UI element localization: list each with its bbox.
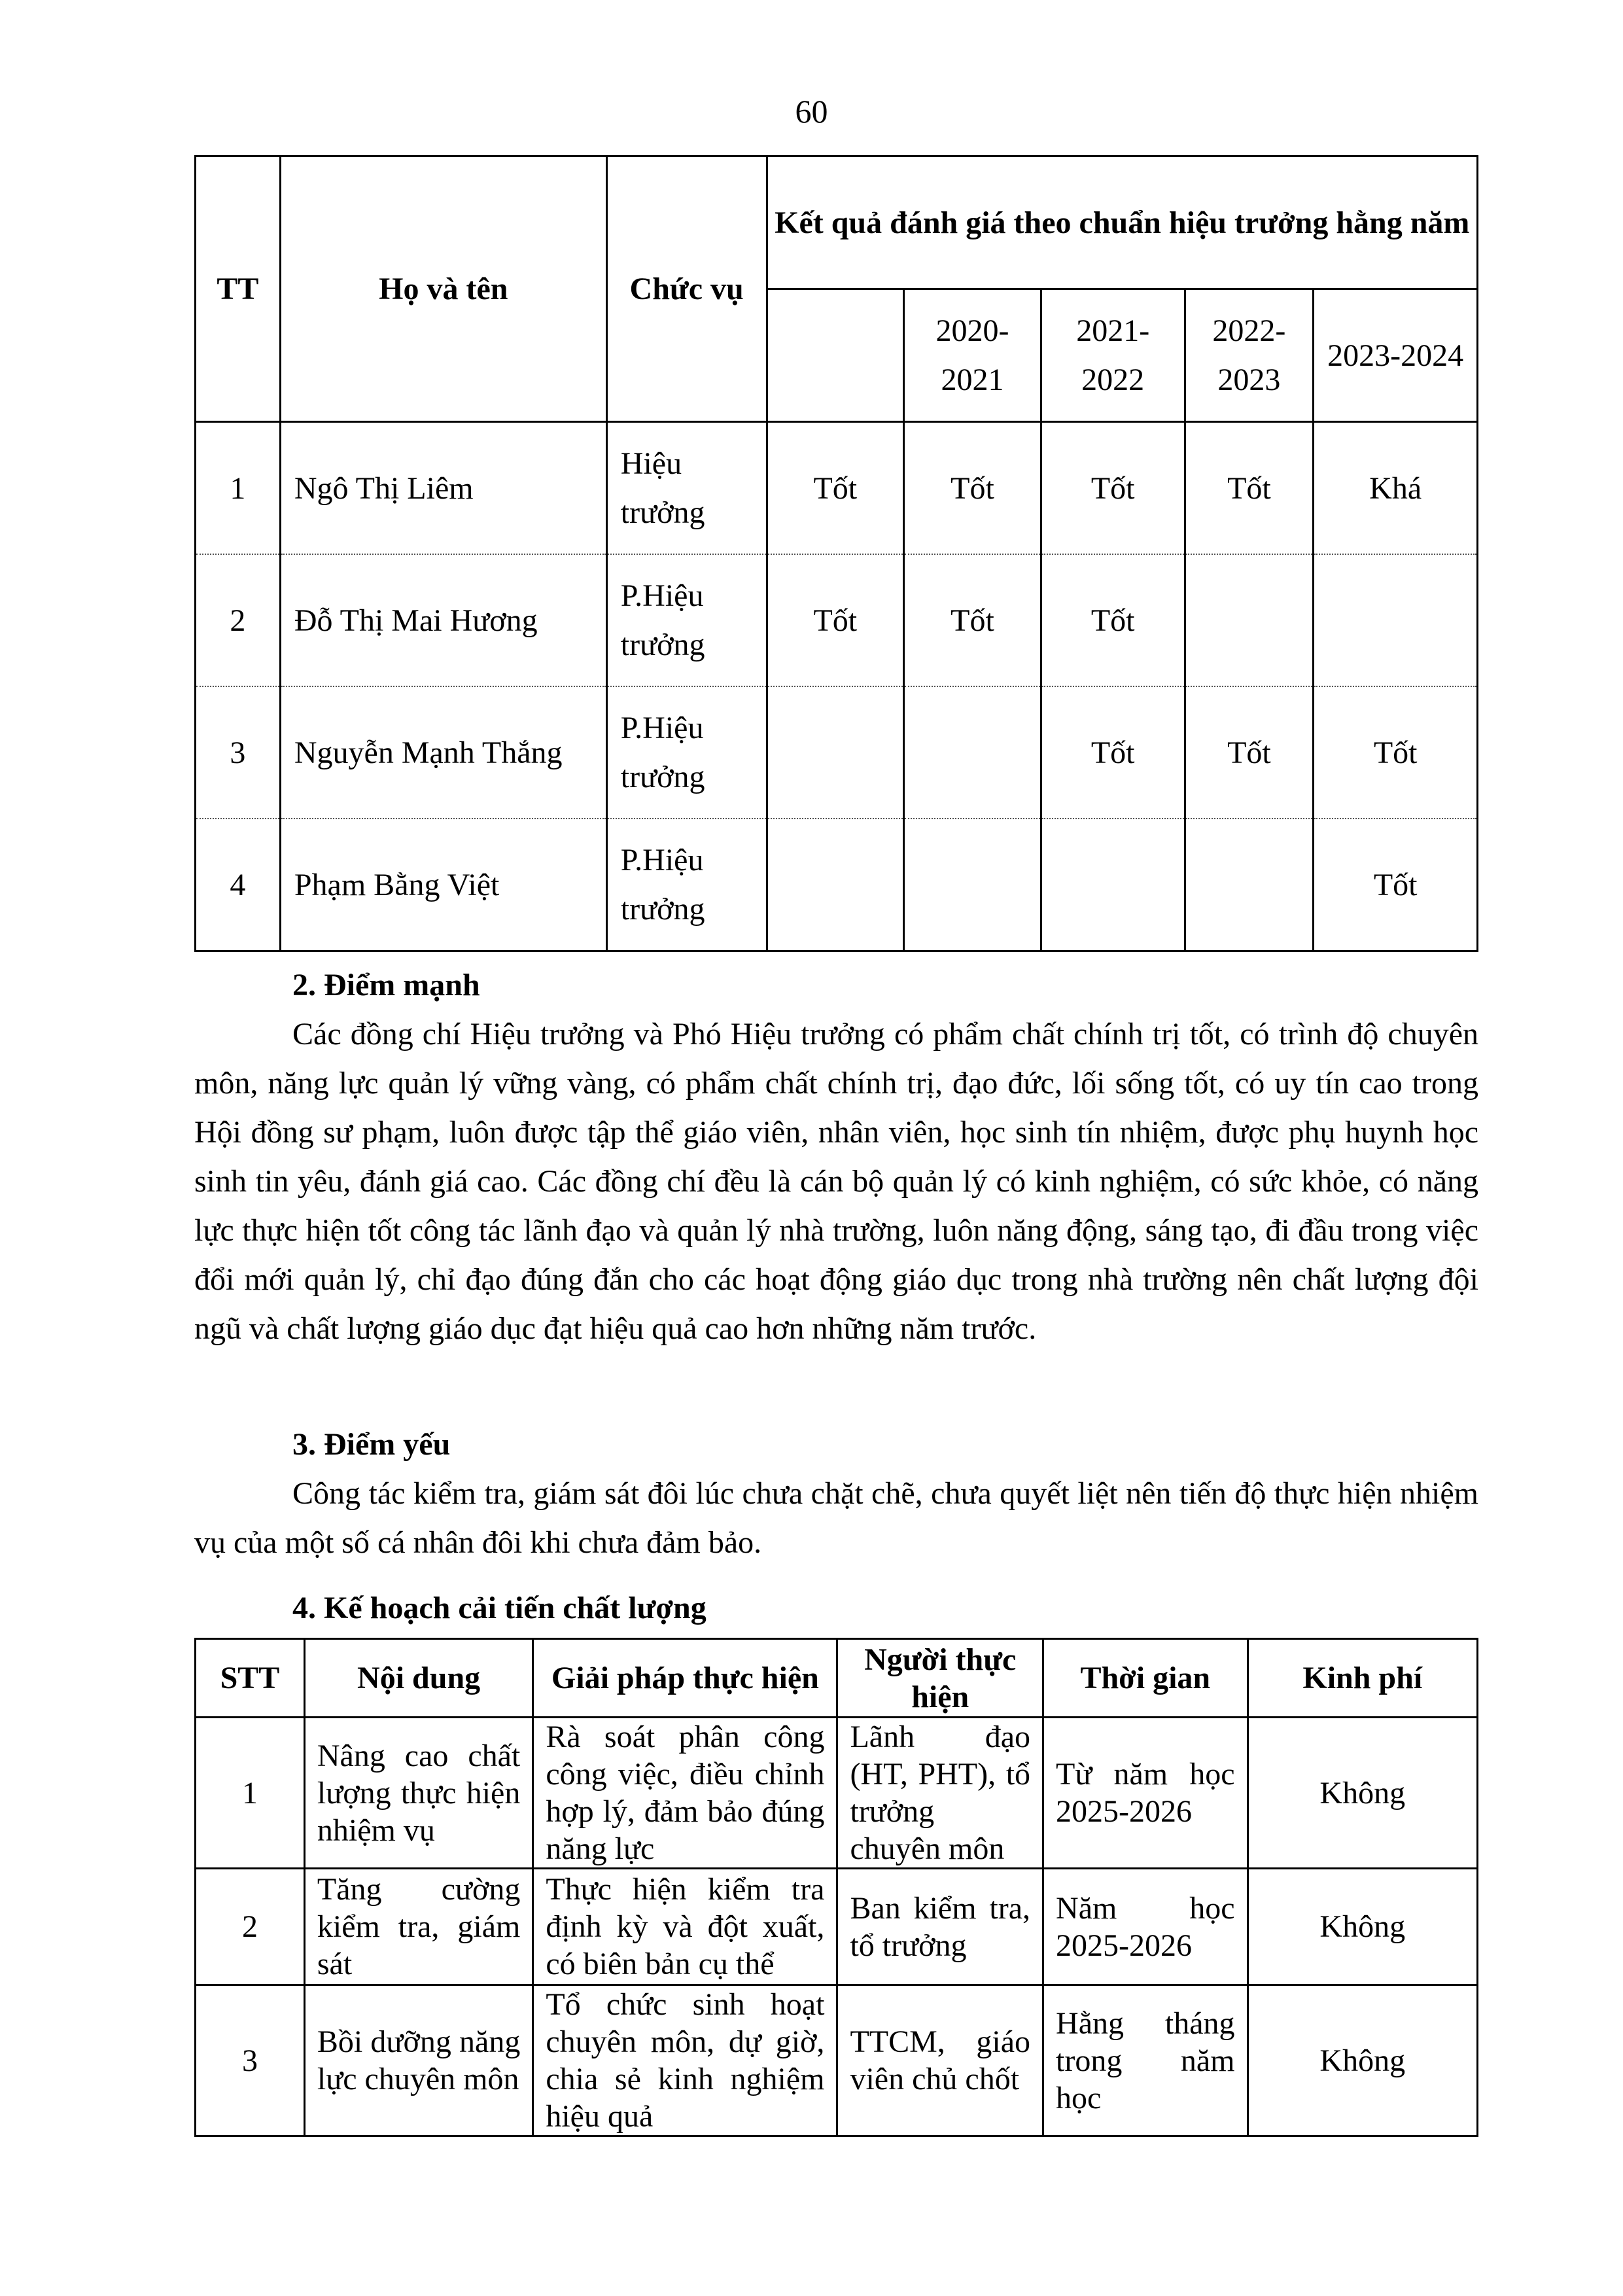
strengths-paragraph: Các đồng chí Hiệu trưởng và Phó Hiệu trưởng có phẩm chất chính trị tốt, có trình độ chuyên môn, năng lực quản lý vững vàng, có phẩm chất chính trị, đạo đức, lối sống tốt, có uy tín cao trong Hội đồng sư phạm, luôn được tập thể giáo viên, nhân viên, học sinh tín nhiệm, được phụ huynh học sinh tin yêu, đánh giá cao. Các đồng chí đều là cán bộ quản lý có kinh nghiệm, có sức khỏe, có năng lực thực hiện tốt công tác lãnh đạo và quản lý nhà trường, luôn năng động, sáng tạo, đi đầu trong việc đổi mới quản lý, chỉ đạo đúng đắn cho các hoạt động giáo dục trong nhà trường nên chất lượng đội ngũ và chất lượng giáo dục đạt hiệu quả cao hơn những năm trước. (194, 1017, 1478, 1346)
table-row (196, 1718, 1478, 1869)
header-year: 2020-2021 (904, 289, 1041, 422)
cell-role: P.Hiệu trưởng (606, 686, 767, 819)
cell-name: Đỗ Thị Mai Hương (280, 554, 606, 686)
cell-stt: 1 (196, 1718, 305, 1869)
cell-cost: Không (1248, 1869, 1477, 1985)
header-content: Nội dung (304, 1639, 532, 1718)
cell-solution: Tổ chức sinh hoạt chuyên môn, dự giờ, chia sẻ kinh nghiệm hiệu quả (533, 1985, 837, 2136)
cell-tt: 3 (196, 686, 281, 819)
cell-result: Tốt (1041, 554, 1185, 686)
cell-tt: 1 (196, 422, 281, 555)
cell-role: P.Hiệu trưởng (606, 554, 767, 686)
cell-result (904, 819, 1041, 951)
header-year: 2022-2023 (1185, 289, 1314, 422)
cell-result (767, 686, 904, 819)
cell-person: Ban kiểm tra, tổ trưởng (837, 1869, 1043, 1985)
cell-result (767, 819, 904, 951)
cell-stt: 2 (196, 1869, 305, 1985)
cell-content: Bồi dưỡng năng lực chuyên môn (304, 1985, 532, 2136)
cell-result: Tốt (1185, 422, 1314, 555)
cell-result: Tốt (904, 422, 1041, 555)
cell-result: Tốt (1314, 819, 1478, 951)
cell-result: Tốt (904, 554, 1041, 686)
cell-role: Hiệu trưởng (606, 422, 767, 555)
cell-result: Tốt (1041, 422, 1185, 555)
header-stt: STT (196, 1639, 305, 1718)
cell-role: P.Hiệu trưởng (606, 819, 767, 951)
cell-result (1041, 819, 1185, 951)
cell-time: Năm học 2025-2026 (1043, 1869, 1248, 1985)
header-evaluation-group: Kết quả đánh giá theo chuẩn hiệu trưởng hằng năm (767, 156, 1478, 289)
table-row (196, 1985, 1478, 2136)
header-time: Thời gian (1043, 1639, 1248, 1718)
header-cost: Kinh phí (1248, 1639, 1477, 1718)
strengths-heading: 2. Điểm mạnh (292, 968, 480, 1002)
cell-result (1185, 819, 1314, 951)
cell-cost: Không (1248, 1985, 1477, 2136)
strengths-section (194, 961, 1478, 1353)
cell-name: Ngô Thị Liêm (280, 422, 606, 555)
header-year-blank (767, 289, 904, 422)
cell-tt: 2 (196, 554, 281, 686)
cell-name: Phạm Bằng Việt (280, 819, 606, 951)
cell-name: Nguyễn Mạnh Thắng (280, 686, 606, 819)
page-number: 60 (795, 93, 828, 130)
cell-solution: Rà soát phân công công việc, điều chỉnh hợp lý, đảm bảo đúng năng lực (533, 1718, 837, 1869)
cell-result: Tốt (767, 422, 904, 555)
cell-content: Tăng cường kiểm tra, giám sát (304, 1869, 532, 1985)
cell-result: Tốt (1185, 686, 1314, 819)
cell-result: Tốt (1314, 686, 1478, 819)
cell-result (1314, 554, 1478, 686)
cell-solution: Thực hiện kiểm tra định kỳ và đột xuất, có biên bản cụ thể (533, 1869, 837, 1985)
cell-result (904, 686, 1041, 819)
cell-time: Từ năm học 2025-2026 (1043, 1718, 1248, 1869)
header-person: Người thực hiện (837, 1639, 1043, 1718)
header-name: Họ và tên (280, 156, 606, 422)
table-row (196, 422, 1478, 555)
weaknesses-heading: 3. Điểm yếu (292, 1427, 451, 1462)
weaknesses-paragraph: Công tác kiểm tra, giám sát đôi lúc chưa chặt chẽ, chưa quyết liệt nên tiến độ thực hiện nhiệm vụ của một số cá nhân đôi khi chưa đảm bảo. (194, 1476, 1478, 1560)
cell-result (1185, 554, 1314, 686)
cell-tt: 4 (196, 819, 281, 951)
cell-result: Tốt (767, 554, 904, 686)
cell-cost: Không (1248, 1718, 1477, 1869)
plan-section (194, 1583, 1478, 1633)
cell-content: Nâng cao chất lượng thực hiện nhiệm vụ (304, 1718, 532, 1869)
improvement-plan-table (194, 1638, 1478, 2137)
table-row (196, 819, 1478, 951)
header-year: 2021-2022 (1041, 289, 1185, 422)
header-role: Chức vụ (606, 156, 767, 422)
cell-time: Hằng tháng trong năm học (1043, 1985, 1248, 2136)
cell-result: Khá (1314, 422, 1478, 555)
table-row (196, 1869, 1478, 1985)
header-tt: TT (196, 156, 281, 422)
cell-stt: 3 (196, 1985, 305, 2136)
plan-heading: 4. Kế hoạch cải tiến chất lượng (292, 1591, 707, 1625)
cell-person: TTCM, giáo viên chủ chốt (837, 1985, 1043, 2136)
evaluation-table (194, 155, 1478, 952)
table-row (196, 554, 1478, 686)
header-solution: Giải pháp thực hiện (533, 1639, 837, 1718)
header-year: 2023-2024 (1314, 289, 1478, 422)
cell-person: Lãnh đạo (HT, PHT), tổ trưởng chuyên môn (837, 1718, 1043, 1869)
table-row (196, 686, 1478, 819)
weaknesses-section (194, 1420, 1478, 1567)
cell-result: Tốt (1041, 686, 1185, 819)
